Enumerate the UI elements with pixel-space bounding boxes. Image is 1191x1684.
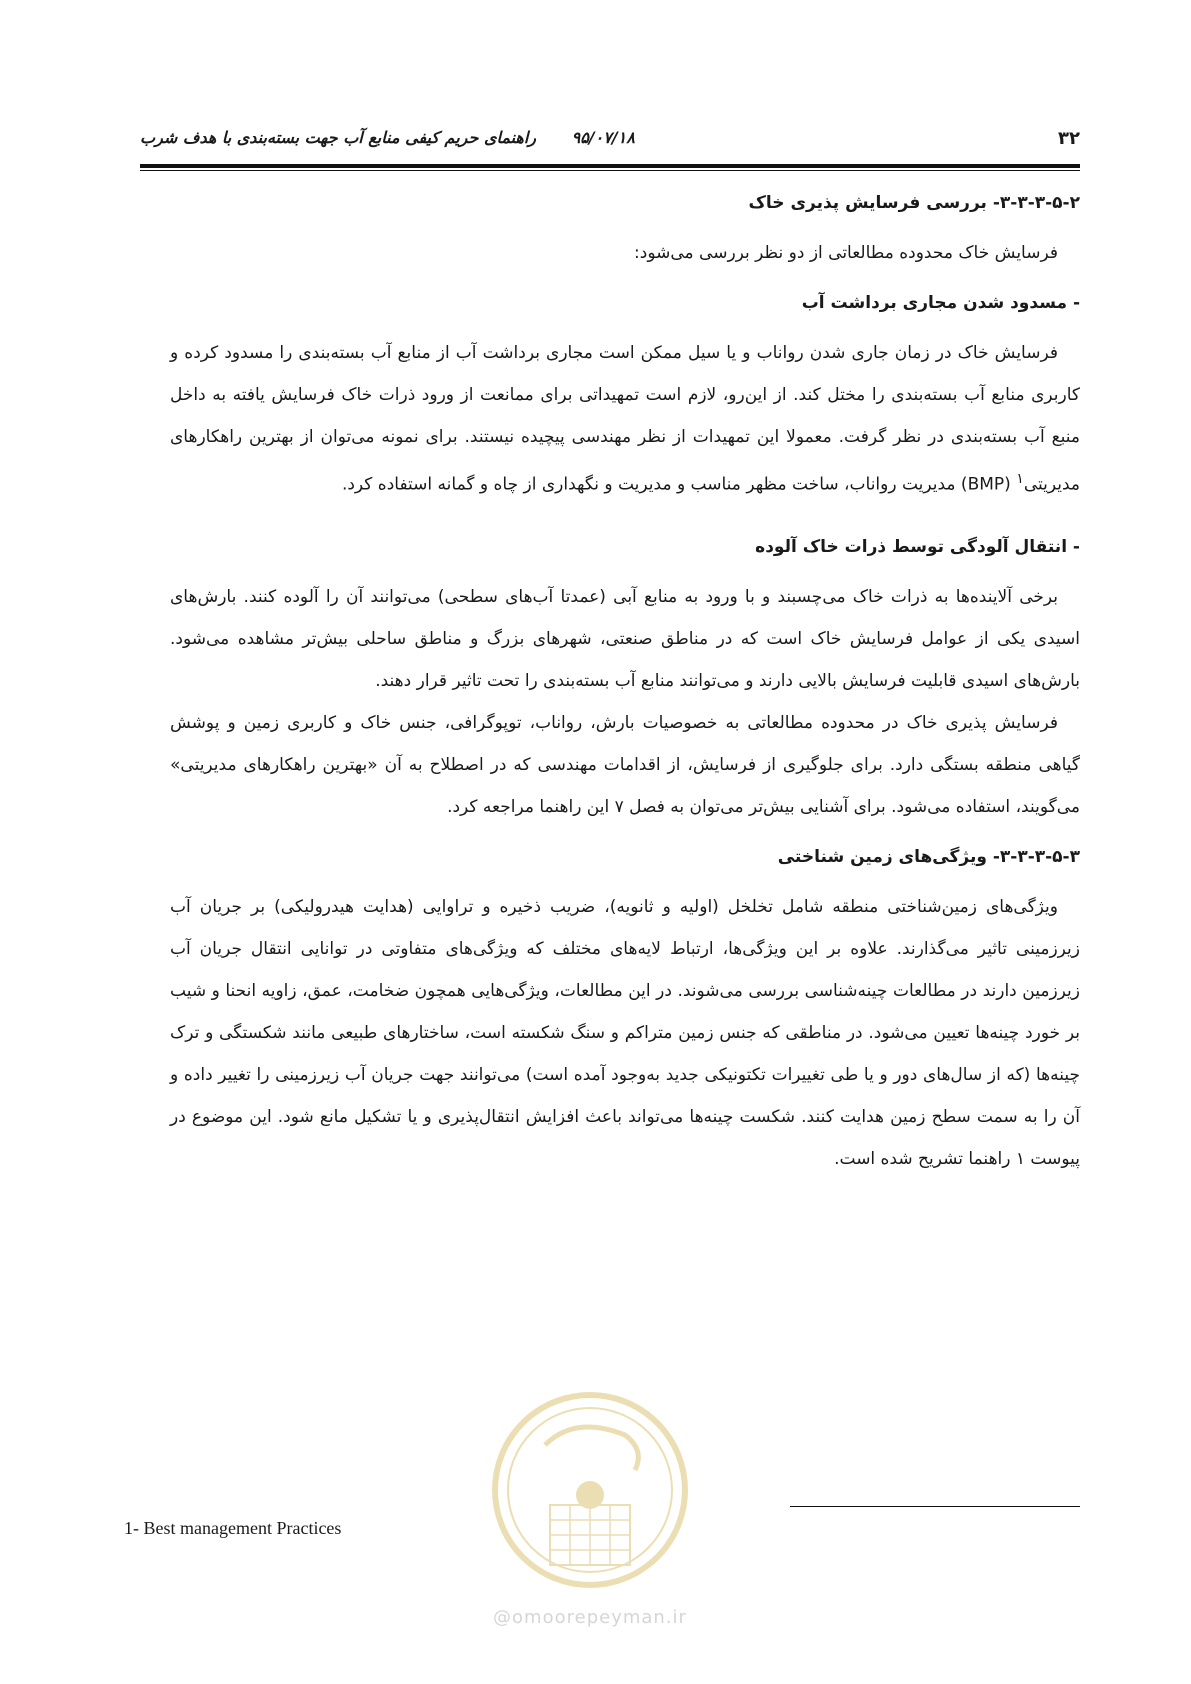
page-number: ۳۲ [1058,128,1080,149]
paragraph-contamination-2: فرسایش پذیری خاک در محدوده مطالعاتی به خصوصیات بارش، رواناب، توپوگرافی، جنس خاک و کاربری زمین و پوشش گیاهی منطقه بستگی دارد. برای جلوگیری از فرسایش، از اقدامات مهندسی که در اصطلاح به آن «بهترین راهکارهای مدیریتی» می‌گویند، استفاده می‌شود. برای آشنایی بیش‌تر می‌توان به فصل ۷ این راهنما مراجعه کرد. [170,712,1080,817]
paragraph-blockage [170,332,1080,506]
footnote-separator [790,1506,1080,1507]
main-content [170,188,1080,1180]
paragraph-geology: ویژگی‌های زمین‌شناختی منطقه شامل تخلخل (اولیه و ثانویه)، ضریب ذخیره و تراوایی (هدایت هیدرولیکی) بر جریان آب زیرزمینی تاثیر می‌گذارند. علاوه بر این ویژگی‌ها، ارتباط لایه‌های مختلف که ویژگی‌های متفاوتی در توانایی انتقال جریان آب زیرزمین دارند در مطالعات چینه‌شناسی بررسی می‌شوند. در این مطالعات، ویژگی‌هایی همچون ضخامت، عمق، زاویه انحنا و شیب بر خورد چینه‌ها تعیین می‌شود. در مناطقی که جنس زمین متراکم و سنگ شکسته است، ساختارهای طبیعی مانند شکستگی و ترک چینه‌ها (که از سال‌های دور و یا طی تغییرات تکتونیکی جدید به‌وجود آمده است) می‌توانند جهت جریان آب زیرزمینی را تغییر داده و آن را به سمت سطح زمین هدایت کنند. شکست چینه‌ها می‌تواند باعث افزایش انتقال‌پذیری و یا تشکیل مانع شود. این موضوع در پیوست ۱ راهنما تشریح شده است. [170,896,1080,1169]
section-intro: فرسایش خاک محدوده مطالعاتی از دو نظر بررسی می‌شود: [634,243,1058,263]
watermark [485,1375,695,1645]
header-rule-thin [140,170,1080,171]
page-header [140,128,1080,154]
header-date: ۹۵/۰۷/۱۸ [571,128,635,147]
watermark-seal-icon [485,1375,695,1605]
subheading-contamination: - انتقال آلودگی توسط ذرات خاک آلوده [755,536,1080,557]
paragraph-blockage-tail: (BMP) مدیریت رواناب، ساخت مظهر مناسب و مدیریت و نگهداری از چاه و گمانه استفاده کرد. [341,474,1017,495]
footnote: 1- Best management Practices [124,1518,342,1538]
footnote-reference: ۱ [1016,471,1024,487]
subheading-blockage: - مسدود شدن مجاری برداشت آب [801,293,1080,313]
header-rule-thick [140,164,1080,168]
watermark-url: @omoorepeyman.ir [493,1607,687,1628]
paragraph-blockage-text: فرسایش خاک در زمان جاری شدن رواناب و یا سیل ممکن است مجاری برداشت آب از منابع آب بسته‌بندی را مسدود کرده و کاربری منابع آب بسته‌بندی را مختل کند. از این‌رو، لازم است تمهیداتی برای ممانعت از ورود ذرات خاک فرسایش یافته به داخل منبع آب بسته‌بندی در نظر گرفت. معمولا این تمهیدات از نظر مهندسی پیچیده نیستند. برای نمونه می‌توان از بهترین راهکارهای مدیریتی [170,343,1080,495]
header-title: راهنمای حریم کیفی منابع آب جهت بسته‌بندی با هدف شرب [140,128,537,147]
header-running-title [140,128,635,147]
paragraph-contamination-1: برخی آلاینده‌ها به ذرات خاک می‌چسبند و با ورود به منابع آبی (عمدتا آب‌های سطحی) می‌توانند آن را آلوده کنند. بارش‌های اسیدی یکی از عوامل فرسایش خاک است که در مناطق صنعتی، شهرهای بزرگ و مناطق ساحلی بیش‌تر مشاهده می‌شود. بارش‌های اسیدی قابلیت فرسایش بالایی دارند و می‌توانند منابع آب بسته‌بندی را تحت تاثیر قرار دهند. [170,586,1080,691]
section-heading-geology: ۳-۳-۳-۵-۳- ویژگی‌های زمین شناختی [777,846,1080,867]
section-heading-erosion: ۳-۳-۳-۵-۲- بررسی فرسایش پذیری خاک [748,193,1080,213]
